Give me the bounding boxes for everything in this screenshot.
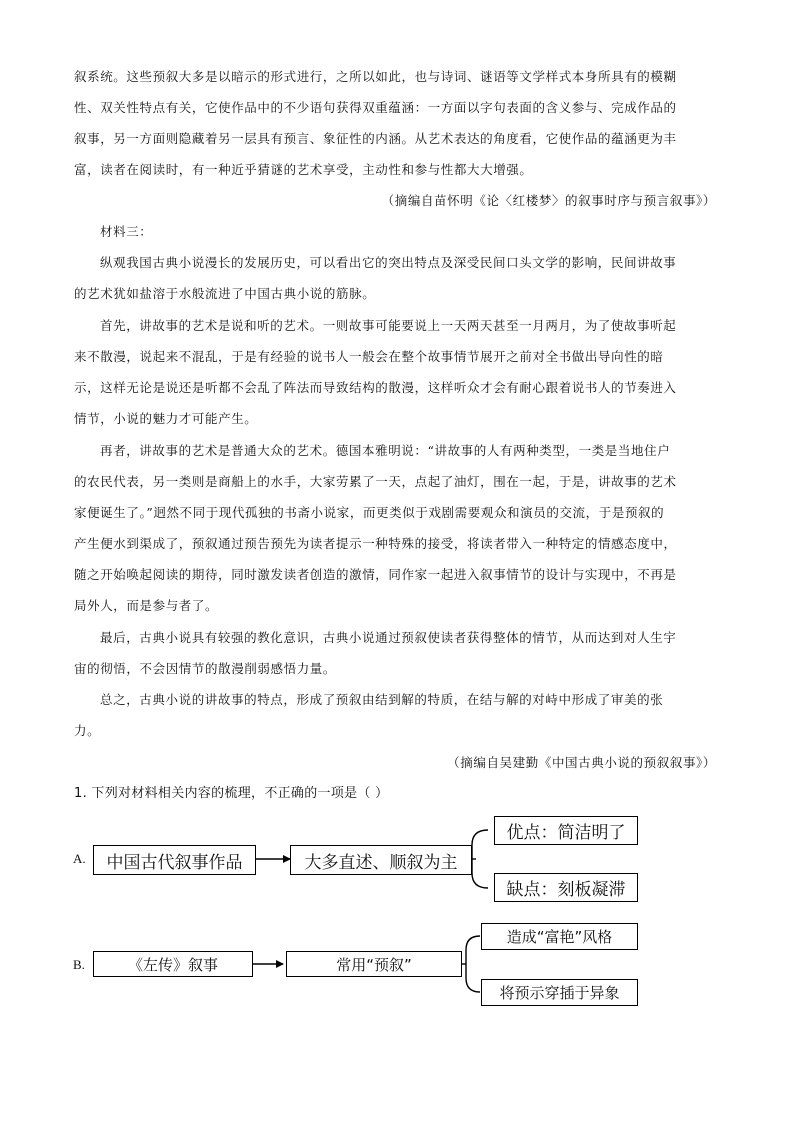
paragraph-line: 家便诞生了。”迥然不同于现代孤独的书斋小说家，而更类似于戏剧需要观众和演员的交流，于是预叙的 [74, 505, 665, 520]
paragraph-line: 的艺术犹如盐溶于水般流进了中国古典小说的筋脉。 [74, 286, 376, 301]
box-a-main: 中国古代叙事作品 [93, 845, 256, 875]
box-b-middle: 常用“预叙” [286, 951, 462, 977]
paragraph-line: 性、双关性特点有关，它使作品中的不少语句获得双重蕴涵：一方面以字句表面的含义参与、完成作品的 [74, 100, 677, 115]
box-a-middle: 大多直述、顺叙为主 [290, 845, 472, 875]
paragraph-line: 最后，古典小说具有较强的教化意识，古典小说通过预叙使读者获得整体的情节，从而达到对人生宇 [100, 630, 677, 645]
paragraph-line: 富，读者在阅读时，有一种近乎猜谜的艺术享受，主动性和参与性都大大增强。 [74, 162, 533, 177]
paragraph-line: 来不散漫，说起来不混乱，于是有经验的说书人一般会在整个故事情节展开之前对全书做出导向性的暗 [74, 349, 664, 364]
paragraph-line: 力。 [74, 723, 101, 738]
option-b-label: B. [73, 957, 85, 972]
paragraph-line: 示，这样无论是说还是听都不会乱了阵法而导致结构的散漫，这样听众才会有耐心跟着说书人的节奏进入 [74, 380, 677, 395]
paragraph-line: 的农民代表，另一类则是商船上的水手，大家劳累了一天，点起了油灯，围在一起，于是，讲故事的艺术 [74, 474, 677, 489]
source-citation: （摘编自吴建勤《中国古典小说的预叙叙事》） [447, 755, 716, 770]
paragraph-line: 宙的彻悟，不会因情节的散漫削弱感悟力量。 [74, 661, 337, 676]
bracket-b [466, 936, 480, 992]
paragraph-line: 纵观我国古典小说漫长的发展历史，可以看出它的突出特点及深受民间口头文学的影响，民间讲故事 [100, 255, 677, 270]
option-a-label: A. [73, 851, 86, 866]
paragraph-line: 局外人，而是参与者了。 [74, 598, 219, 613]
box-b-main: 《左传》叙事 [93, 951, 253, 977]
paragraph-line: 产生便水到渠成了，预叙通过预告预先为读者提示一种特殊的接受，将读者带入一种特定的情感态度中， [74, 536, 677, 551]
paragraph-line: 再者，讲故事的艺术是普通大众的艺术。德国本雅明说：“讲故事的人有两种类型，一类是当地住户 [100, 443, 671, 458]
box-b-top: 造成“富艳”风格 [481, 923, 638, 950]
paragraph-line: 总之，古典小说的讲故事的特点，形成了预叙由结到解的特质，在结与解的对峙中形成了审美的张 [100, 692, 664, 707]
section-heading: 材料三： [100, 224, 153, 239]
box-b-bottom: 将预示穿插于异象 [481, 979, 638, 1006]
question-stem: 1. 下列对材料相关内容的梳理，不正确的一项是（ ） [74, 786, 389, 801]
paragraph-line: 叙系统。这些预叙大多是以暗示的形式进行，之所以如此，也与诗词、谜语等文学样式本身所具有的模糊 [74, 69, 677, 84]
paragraph-line: 随之开始唤起阅读的期待，同时激发读者创造的激情，同作家一起进入叙事情节的设计与实现中，不再是 [74, 567, 677, 582]
bracket-a [472, 830, 488, 888]
paragraph-line: 首先，讲故事的艺术是说和听的艺术。一则故事可能要说上一天两天甚至一月两月，为了使故事听起 [100, 318, 677, 333]
box-a-top: 优点：简洁明了 [494, 816, 638, 845]
source-citation: （摘编自苗怀明《论〈红楼梦〉的叙事时序与预言叙事》） [381, 193, 716, 208]
box-a-bottom: 缺点：刻板凝滞 [494, 873, 638, 902]
paragraph-line: 情节，小说的魅力才可能产生。 [74, 411, 258, 426]
paragraph-line: 叙事，另一方面则隐藏着另一层具有预言、象征性的内涵。从艺术表达的角度看，它使作品的蕴涵更为丰 [74, 131, 677, 146]
